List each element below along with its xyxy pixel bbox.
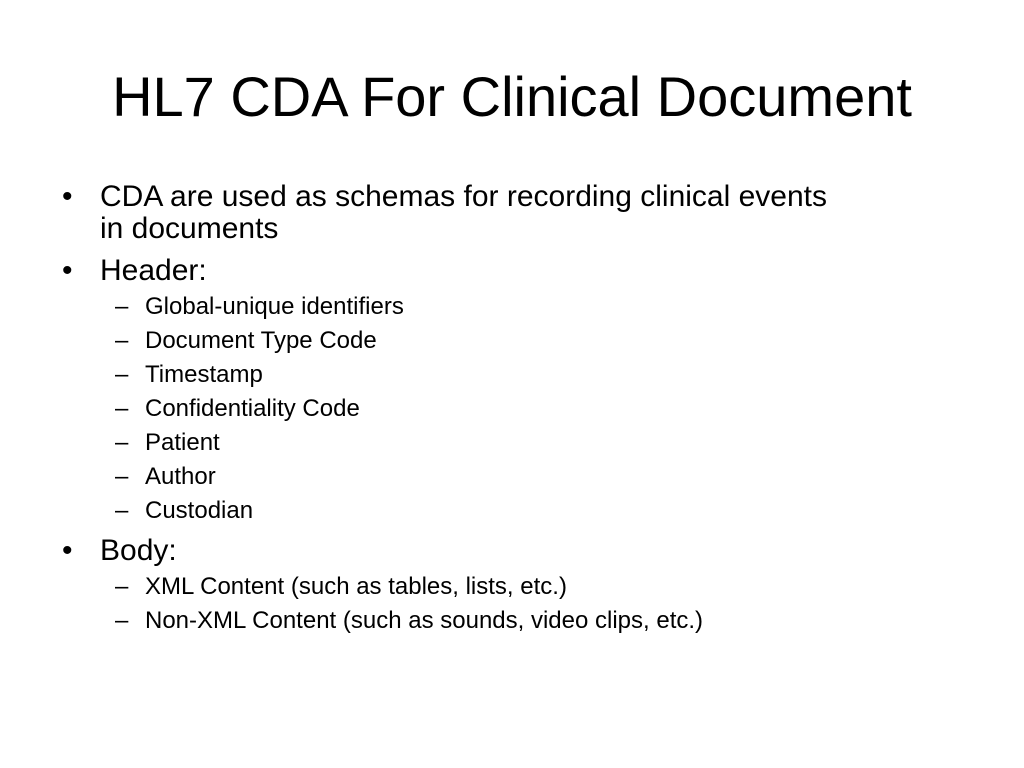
- sub-item-custodian: [100, 497, 960, 525]
- sub-item-author: [100, 463, 960, 491]
- dash-marker: –: [115, 395, 129, 422]
- bullet-marker: •: [62, 254, 73, 287]
- bullet-list: [60, 181, 960, 645]
- body-sub-list: [100, 573, 960, 635]
- sub-item-text: Global-unique identifiers: [145, 293, 404, 320]
- bullet-text-cda-line1: CDA are used as schemas for recording clinical events: [100, 180, 828, 213]
- sub-item-timestamp: [100, 361, 960, 389]
- bullet-text-cda-line2: in documents: [100, 212, 279, 245]
- dash-marker: –: [115, 573, 129, 600]
- dash-marker: –: [115, 361, 129, 388]
- bullet-item-cda: [60, 181, 960, 245]
- dash-marker: –: [115, 327, 129, 354]
- dash-marker: –: [115, 463, 129, 490]
- sub-item-text: Confidentiality Code: [145, 395, 360, 422]
- bullet-item-body: [60, 535, 960, 635]
- bullet-marker: •: [62, 534, 73, 567]
- dash-marker: –: [115, 429, 129, 456]
- slide-title: HL7 CDA For Clinical Document: [112, 65, 912, 128]
- sub-item-non-xml-content: [100, 607, 960, 635]
- sub-item-text: Timestamp: [145, 361, 263, 388]
- bullet-text-header: Header:: [100, 254, 207, 287]
- bullet-text-body: Body:: [100, 534, 177, 567]
- sub-item-text: Patient: [145, 429, 220, 456]
- header-sub-list: [100, 293, 960, 525]
- dash-marker: –: [115, 293, 129, 320]
- sub-item-text: Non-XML Content (such as sounds, video clips, etc.): [145, 607, 704, 634]
- sub-item-global-unique-identifiers: [100, 293, 960, 321]
- sub-item-xml-content: [100, 573, 960, 601]
- bullet-item-header: [60, 255, 960, 525]
- sub-item-text: Custodian: [145, 497, 254, 524]
- bullet-marker: •: [62, 180, 73, 213]
- sub-item-confidentiality-code: [100, 395, 960, 423]
- dash-marker: –: [115, 497, 129, 524]
- dash-marker: –: [115, 607, 129, 634]
- sub-item-patient: [100, 429, 960, 457]
- sub-item-text: Author: [145, 463, 216, 490]
- sub-item-document-type-code: [100, 327, 960, 355]
- sub-item-text: Document Type Code: [145, 327, 377, 354]
- sub-item-text: XML Content (such as tables, lists, etc.): [145, 573, 567, 600]
